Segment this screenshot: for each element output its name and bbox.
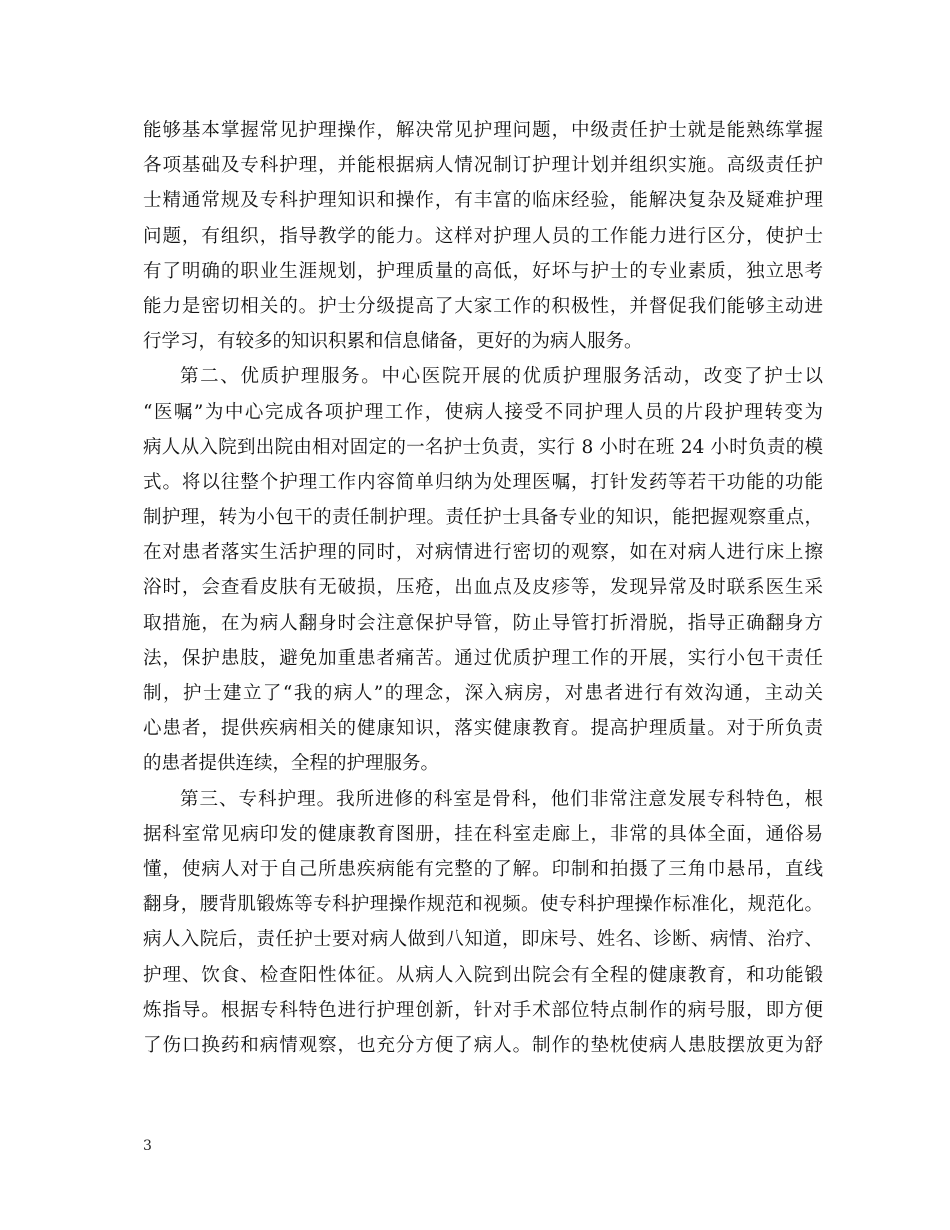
text-line: 各项基础及专科护理，并能根据病人情况制订护理计划并组织实施。高级责任护: [143, 155, 823, 177]
text-line: 了伤口换药和病情观察，也充分方便了病人。制作的垫枕使病人患肢摆放更为舒: [143, 1034, 823, 1056]
text-line: 浴时，会查看皮肤有无破损，压疮，出血点及皮疹等，发现异常及时联系医生采: [143, 577, 823, 599]
text-line: 护理、饮食、检查阳性体征。从病人入院到出院会有全程的健康教育，和功能锻: [143, 964, 823, 986]
text-line: 制，护士建立了“我的病人”的理念，深入病房，对患者进行有效沟通，主动关: [143, 683, 823, 704]
text-line: 翻身，腰背肌锻炼等专科护理操作规范和视频。使专科护理操作标准化，规范化。: [143, 894, 823, 916]
text-line: 制护理，转为小包干的责任制护理。责任护士具备专业的知识，能把握观察重点，: [143, 507, 823, 529]
text-line: 的患者提供连续，全程的护理服务。: [143, 753, 440, 775]
text-line: 病人从入院到出院由相对固定的一名护士负责，实行 8 小时在班 24 小时负责的模: [143, 436, 823, 458]
text-line: 能够基本掌握常见护理操作，解决常见护理问题，中级责任护士就是能熟练掌握: [143, 120, 823, 141]
text-line: 有了明确的职业生涯规划，护理质量的高低，好坏与护士的专业素质，独立思考: [143, 260, 823, 282]
text-line: “医嘱”为中心完成各项护理工作，使病人接受不同护理人员的片段护理转变为: [143, 401, 823, 423]
text-line: 在对患者落实生活护理的同时，对病情进行密切的观察，如在对病人进行床上擦: [143, 542, 823, 564]
text-line: 能力是密切相关的。护士分级提高了大家工作的积极性，并督促我们能够主动进: [143, 295, 823, 317]
text-line: 病人入院后，责任护士要对病人做到八知道，即床号、姓名、诊断、病情、治疗、: [143, 929, 823, 951]
text-line: 问题，有组织，指导教学的能力。这样对护理人员的工作能力进行区分，使护士: [143, 225, 823, 247]
text-line: 法，保护患肢，避免加重患者痛苦。通过优质护理工作的开展，实行小包干责任: [143, 647, 823, 669]
text-line: 取措施，在为病人翻身时会注意保护导管，防止导管打折滑脱，指导正确翻身方: [143, 612, 823, 634]
page-number: 3: [143, 1138, 152, 1154]
text-line: 心患者，提供疾病相关的健康知识，落实健康教育。提高护理质量。对于所负责: [143, 718, 823, 740]
text-line: 式。将以往整个护理工作内容简单归纳为处理医嘱，打针发药等若干功能的功能: [143, 471, 823, 493]
text-line: 据科室常见病印发的健康教育图册，挂在科室走廊上，非常的具体全面，通俗易: [143, 823, 823, 845]
text-line: 第二、优质护理服务。中心医院开展的优质护理服务活动，改变了护士以: [180, 366, 823, 388]
body-text: [143, 113, 823, 1063]
text-line: 懂，使病人对于自己所患疾病能有完整的了解。印制和拍摄了三角巾悬吊，直线: [143, 858, 823, 880]
text-line: 士精通常规及专科护理知识和操作，有丰富的临床经验，能解决复杂及疑难护理: [143, 190, 823, 212]
text-line: 第三、专科护理。我所进修的科室是骨科，他们非常注意发展专科特色，根: [180, 788, 823, 810]
text-line: 行学习，有较多的知识积累和信息储备，更好的为病人服务。: [143, 331, 643, 353]
text-line: 炼指导。根据专科特色进行护理创新，针对手术部位特点制作的病号服，即方便: [143, 999, 823, 1021]
